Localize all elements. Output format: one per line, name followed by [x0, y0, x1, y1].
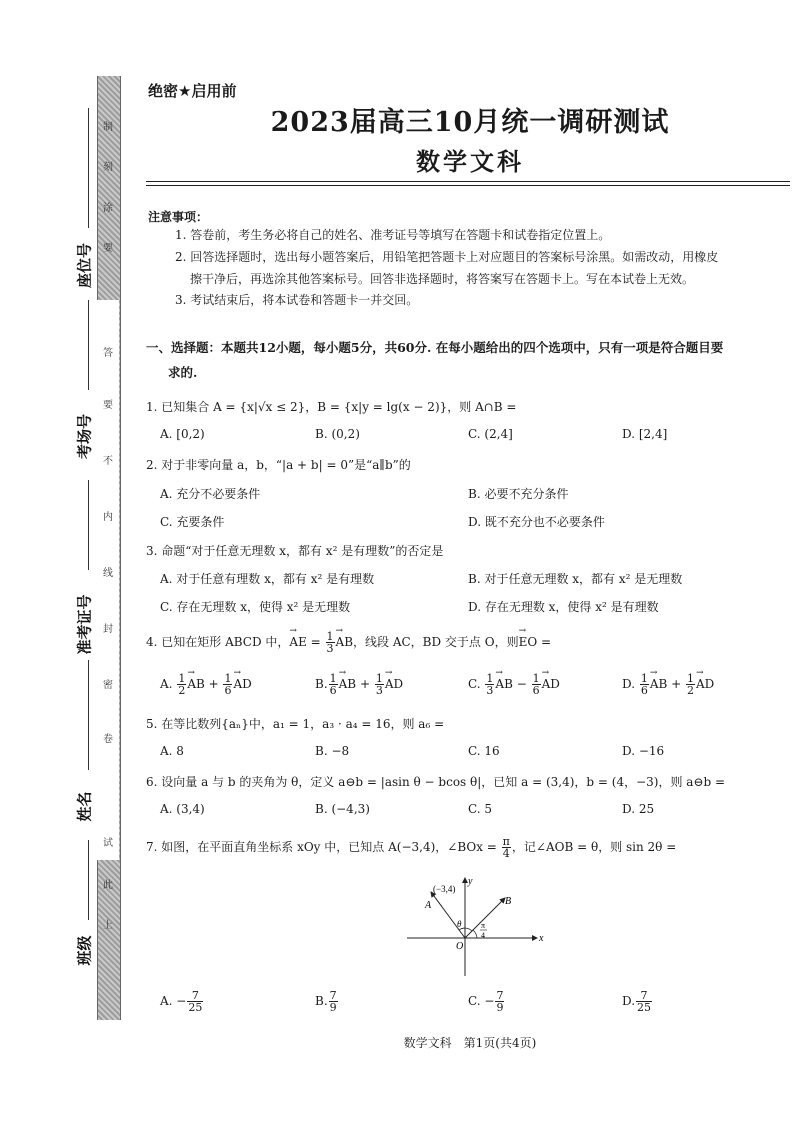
point-b-label: B — [505, 896, 512, 907]
binding-char: 制 — [103, 122, 113, 133]
question-7-option-c: C. − $\frac{7}{9}$ — [468, 989, 504, 1014]
page-footer: 数学文科 第1页(共4页) — [403, 1036, 537, 1050]
question-5-option-a: A. 8 — [160, 744, 184, 758]
exam-title: 2023届高三10月统一调研测试 — [270, 107, 670, 138]
question-2-option-b: B. 必要不充分条件 — [468, 487, 569, 501]
question-3-option-a: A. 对于任意有理数 x，都有 x² 是有理数 — [160, 572, 375, 586]
x-axis-label: x — [539, 933, 544, 944]
binding-char: 试 — [103, 838, 113, 849]
question-2-option-c: C. 充要条件 — [160, 515, 225, 529]
exam-subject: 数学文科 — [416, 148, 524, 176]
question-7-option-b: B. $\frac{7}{9}$ — [315, 989, 337, 1014]
section-heading — [146, 335, 794, 385]
binding-char: 答 — [103, 348, 113, 359]
binding-char: 封 — [103, 624, 113, 635]
y-axis-label: y — [468, 876, 473, 887]
question-4-stem: 4. 已知在矩形 ABCD 中，→ AE = $\frac{1}{3}$ → AB，线段 AC，BD 交于点 O，则→ EO = — [146, 631, 794, 654]
binding-char: 要 — [103, 400, 113, 411]
notice-item: 2. 回答选择题时，选出每小题答案后，用铅笔把答题卡上对应题目的答案标号涂黑。如需改动，用橡皮 — [175, 250, 719, 264]
class-line — [88, 840, 89, 920]
question-3-option-b: B. 对于任意无理数 x，都有 x² 是无理数 — [468, 572, 683, 586]
ray-ob — [465, 898, 505, 938]
four-label: 4 — [481, 931, 485, 940]
exam-room-line — [88, 300, 89, 390]
name-line — [88, 660, 89, 770]
binding-char: 卷 — [103, 734, 113, 745]
confidential-mark: 绝密★启用前 — [148, 82, 237, 100]
question-7-figure — [405, 872, 550, 980]
binding-char: 刻 — [103, 162, 113, 173]
point-a-label: A — [425, 900, 432, 911]
question-4-option-d: D. $\frac{1}{6}$ → AB + $\frac{1}{2}$ → AD — [622, 673, 714, 696]
question-6-stem: 6. 设向量 a 与 b 的夹角为 θ，定义 a⊖b = |asin θ − bcos θ|，已知 a = (3,4)，b = (4，−3)，则 a⊖b = — [146, 775, 726, 789]
pi-label: π — [481, 921, 486, 930]
question-1-option-c: C. (2,4] — [468, 427, 513, 441]
angle-pi4-arc — [473, 930, 477, 938]
theta-label: θ — [457, 919, 462, 929]
question-1-option-b: B. (0,2) — [315, 427, 360, 441]
binding-char: 此 — [103, 880, 113, 891]
admission-ticket-line — [88, 480, 89, 570]
header-rule-bottom — [146, 185, 790, 186]
question-2-stem: 2. 对于非零向量 a，b，“|a + b| = 0”是“a∥b”的 — [146, 458, 411, 472]
question-3-option-c: C. 存在无理数 x，使得 x² 是无理数 — [160, 600, 351, 614]
question-7-stem: 7. 如图，在平面直角坐标系 xOy 中，已知点 A(−3,4)，∠BOx = $\frac{\pi}{4}$ ，记∠AOB = θ，则 sin 2θ = — [146, 835, 677, 860]
binding-char: 涂 — [103, 203, 113, 214]
section-heading-line: 求的. — [168, 365, 198, 380]
binding-char: 不 — [103, 456, 113, 467]
question-3-stem: 3. 命题“对于任意无理数 x，都有 x² 是有理数”的否定是 — [146, 544, 444, 558]
question-2-option-a: A. 充分不必要条件 — [160, 487, 261, 501]
question-1-stem: 1. 已知集合 A = {x|√x ≤ 2}，B = {x|y = lg(x − 2)}，则 A∩B = — [146, 400, 517, 414]
question-4-option-a: A. $\frac{1}{2}$ → AB + $\frac{1}{6}$ → AD — [160, 673, 252, 696]
binding-char: 要 — [103, 243, 113, 254]
section-heading-line: 一、选择题：本题共12小题，每小题5分，共60分. 在每小题给出的四个选项中，只有一项是符合题目要 — [146, 340, 724, 355]
notice-item: 3. 考试结束后，将本试卷和答题卡一并交回。 — [175, 293, 419, 307]
question-6-option-c: C. 5 — [468, 802, 493, 816]
header-rule-top — [146, 181, 790, 182]
binding-char: 内 — [103, 512, 113, 523]
question-5-option-c: C. 16 — [468, 744, 500, 758]
question-4-option-b: B. $\frac{1}{6}$ → AB + $\frac{1}{3}$ → AD — [315, 673, 403, 696]
question-6-option-b: B. (−4,3) — [315, 802, 370, 816]
question-6-option-a: A. (3,4) — [160, 802, 205, 816]
question-4-stem-part: 4. 已知在矩形 ABCD 中， — [146, 635, 290, 649]
origin-label: O — [456, 941, 464, 952]
question-4-option-c: C. $\frac{1}{3}$ → AB − $\frac{1}{6}$ → AD — [468, 673, 560, 696]
question-5-stem: 5. 在等比数列{aₙ}中，a₁ = 1，a₃ · a₄ = 16，则 a₆ = — [146, 717, 445, 731]
notice-heading: 注意事项： — [148, 210, 209, 224]
question-4-stem-part: = — [537, 635, 552, 649]
question-7-option-d: D. $\frac{7}{25}$ — [622, 989, 652, 1014]
question-3-option-d: D. 存在无理数 x，使得 x² 是有理数 — [468, 600, 659, 614]
question-1-option-a: A. [0,2) — [160, 427, 205, 441]
question-2-option-d: D. 既不充分也不必要条件 — [468, 515, 605, 529]
question-5-option-d: D. −16 — [622, 744, 665, 758]
question-4-stem-part: ，线段 AC，BD 交于点 O，则 — [353, 635, 519, 649]
class-label: 班级 — [75, 935, 94, 966]
point-a-coords: (−3,4) — [433, 884, 456, 894]
question-5-option-b: B. −8 — [315, 744, 350, 758]
notice-item: 擦干净后，再选涂其他答案标号。回答非选择题时，将答案写在答题卡上。写在本试卷上无效。 — [190, 272, 695, 286]
seat-number-line — [88, 108, 89, 228]
name-label: 姓名 — [75, 791, 94, 822]
admission-ticket-label: 准考证号 — [75, 594, 94, 655]
binding-char: 上 — [103, 920, 113, 931]
binding-char: 密 — [103, 680, 113, 691]
binding-char: 线 — [103, 568, 113, 579]
seat-number-label: 座位号 — [75, 243, 94, 289]
question-6-option-d: D. 25 — [622, 802, 655, 816]
exam-room-label: 考场号 — [75, 414, 94, 460]
binding-strip-clear — [97, 300, 119, 860]
notice-item: 1. 答卷前，考生务必将自己的姓名、准考证号等填写在答题卡和试卷指定位置上。 — [175, 228, 611, 242]
question-1-option-d: D. [2,4] — [622, 427, 668, 441]
question-7-option-a: A. − $\frac{7}{25}$ — [160, 989, 203, 1014]
